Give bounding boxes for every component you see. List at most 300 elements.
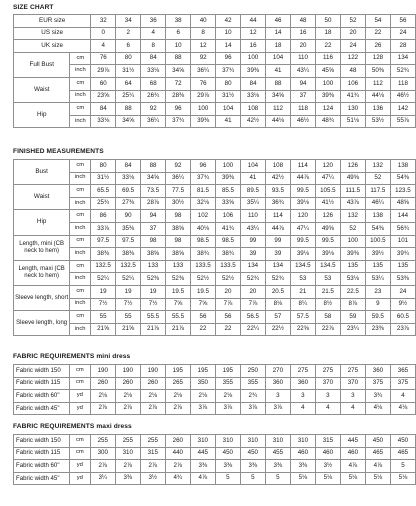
value-cell: 16: [291, 27, 316, 40]
value-cell: 3⅞: [240, 402, 265, 415]
value-cell: 92: [191, 52, 216, 65]
value-cell: 144: [390, 210, 415, 223]
value-cell: 275: [290, 365, 315, 378]
value-cell: 24: [390, 285, 415, 298]
finished-measurements-table: [13, 159, 416, 336]
value-cell: 53: [290, 273, 315, 286]
value-cell: 92: [166, 160, 191, 173]
value-cell: 68: [141, 77, 166, 90]
value-cell: 4: [91, 40, 116, 53]
value-cell: 39⅜: [316, 90, 341, 103]
value-cell: 5: [265, 472, 290, 485]
value-cell: 32: [91, 15, 116, 28]
value-cell: 2⅛: [190, 390, 215, 403]
unit-label: inch: [70, 65, 91, 78]
value-cell: 73.5: [141, 185, 166, 198]
value-cell: 120: [290, 210, 315, 223]
value-cell: 60.5: [390, 311, 415, 324]
value-cell: 2⅞: [115, 402, 140, 415]
value-cell: 310: [290, 435, 315, 448]
value-cell: 44⅛: [365, 90, 390, 103]
value-cell: 6: [166, 27, 191, 40]
value-cell: 99.5: [290, 185, 315, 198]
value-cell: 85.5: [215, 185, 240, 198]
table-row: [14, 447, 416, 460]
row-label: Length, mini (CB neck to hem): [14, 235, 70, 260]
row-label: Bust: [14, 160, 70, 185]
value-cell: 53½: [365, 115, 390, 128]
value-cell: 2⅞: [165, 460, 190, 473]
value-cell: 37: [291, 90, 316, 103]
table-row: [14, 365, 416, 378]
value-cell: 260: [140, 377, 165, 390]
value-cell: 36¼: [141, 115, 166, 128]
fabric-maxi-subheading: maxi dress: [94, 423, 132, 430]
value-cell: 55: [91, 311, 116, 324]
size-chart-table: [13, 14, 416, 128]
value-cell: 33⅝: [215, 197, 240, 210]
value-cell: 12: [191, 40, 216, 53]
value-cell: 41: [266, 65, 291, 78]
value-cell: 37¾: [166, 115, 191, 128]
value-cell: 36¼: [166, 172, 191, 185]
value-cell: 2⅛: [215, 390, 240, 403]
unit-label: cm: [70, 210, 91, 223]
unit-label: inch: [70, 172, 91, 185]
value-cell: 460: [340, 447, 365, 460]
unit-label: inch: [70, 115, 91, 128]
value-cell: 133: [141, 260, 166, 273]
value-cell: 55.5: [141, 311, 166, 324]
value-cell: 28: [390, 40, 415, 53]
value-cell: 96: [216, 52, 241, 65]
value-cell: 42: [216, 15, 241, 28]
value-cell: 54: [365, 15, 390, 28]
value-cell: 100: [340, 235, 365, 248]
unit-label: yd: [69, 390, 90, 403]
value-cell: 97.5: [116, 235, 141, 248]
value-cell: 3⅜: [215, 460, 240, 473]
value-cell: 16: [241, 40, 266, 53]
value-cell: 5: [215, 472, 240, 485]
value-cell: 133.5: [190, 260, 215, 273]
value-cell: 46½: [390, 90, 415, 103]
fabric-mini-subheading: mini dress: [94, 353, 131, 360]
unit-label: cm: [70, 77, 91, 90]
value-cell: 2⅞: [90, 402, 115, 415]
value-cell: 4¾: [165, 472, 190, 485]
value-cell: 310: [190, 435, 215, 448]
value-cell: 64: [116, 77, 141, 90]
value-cell: 22⅝: [290, 323, 315, 336]
value-cell: 20.5: [265, 285, 290, 298]
value-cell: 3½: [140, 472, 165, 485]
value-cell: 56: [215, 311, 240, 324]
value-cell: 80: [216, 77, 241, 90]
value-cell: 12: [241, 27, 266, 40]
value-cell: 94: [291, 77, 316, 90]
value-cell: 5⅛: [390, 472, 415, 485]
value-cell: 26¾: [141, 90, 166, 103]
value-cell: 310: [115, 447, 140, 460]
value-cell: 53: [315, 273, 340, 286]
value-cell: 60: [91, 77, 116, 90]
unit-label: cm: [70, 260, 91, 273]
value-cell: 46¼: [365, 197, 390, 210]
value-cell: 23⅝: [91, 90, 116, 103]
value-cell: 20: [240, 285, 265, 298]
value-cell: 270: [265, 365, 290, 378]
value-cell: 33⅞: [91, 222, 116, 235]
table-row: [14, 435, 416, 448]
value-cell: 34⅝: [141, 172, 166, 185]
value-cell: 3⅜: [265, 460, 290, 473]
value-cell: 46: [266, 15, 291, 28]
value-cell: 120: [315, 160, 340, 173]
value-cell: 118: [390, 77, 415, 90]
table-row: [14, 222, 416, 235]
value-cell: 300: [90, 447, 115, 460]
value-cell: 43¼: [291, 65, 316, 78]
value-cell: 89.5: [240, 185, 265, 198]
value-cell: 4: [390, 390, 415, 403]
value-cell: 112: [266, 103, 291, 116]
table-row: [14, 40, 416, 53]
unit-label: cm: [70, 285, 91, 298]
value-cell: 5⅛: [290, 472, 315, 485]
value-cell: 19.5: [190, 285, 215, 298]
value-cell: 38⅜: [116, 248, 141, 261]
value-cell: 98: [166, 235, 191, 248]
unit-label: yd: [69, 460, 90, 473]
value-cell: 0: [91, 27, 116, 40]
value-cell: 450: [390, 435, 415, 448]
value-cell: 104: [266, 52, 291, 65]
table-row: [14, 311, 416, 324]
value-cell: 31½: [216, 90, 241, 103]
value-cell: 142: [390, 103, 415, 116]
value-cell: 355: [215, 377, 240, 390]
value-cell: 92: [141, 103, 166, 116]
value-cell: 52: [340, 222, 365, 235]
value-cell: 375: [365, 377, 390, 390]
value-cell: 52¾: [240, 273, 265, 286]
value-cell: 98.5: [215, 235, 240, 248]
value-cell: 3: [265, 390, 290, 403]
value-cell: 22¼: [240, 323, 265, 336]
value-cell: 106: [340, 77, 365, 90]
value-cell: 47¼: [290, 222, 315, 235]
value-cell: 138: [365, 210, 390, 223]
value-cell: 52: [340, 15, 365, 28]
value-cell: 3½: [315, 460, 340, 473]
value-cell: 133.5: [215, 260, 240, 273]
value-cell: 3: [340, 390, 365, 403]
value-cell: 39⅜: [215, 172, 240, 185]
value-cell: 275: [315, 365, 340, 378]
value-cell: 48: [291, 15, 316, 28]
value-cell: 52⅜: [141, 273, 166, 286]
value-cell: 88: [116, 103, 141, 116]
row-label: Hip: [14, 210, 70, 235]
value-cell: 2⅛: [115, 390, 140, 403]
value-cell: 108: [265, 160, 290, 173]
value-cell: 4: [290, 402, 315, 415]
row-label: Length, maxi (CB neck to hem): [14, 260, 70, 285]
value-cell: 21⅞: [141, 323, 166, 336]
value-cell: 2⅞: [140, 460, 165, 473]
value-cell: 136: [365, 103, 390, 116]
value-cell: 28⅞: [141, 197, 166, 210]
value-cell: 19: [141, 285, 166, 298]
value-cell: 375: [390, 377, 415, 390]
value-cell: 98: [141, 235, 166, 248]
value-cell: 39: [265, 248, 290, 261]
value-cell: 49⅝: [315, 222, 340, 235]
row-label: Waist: [14, 185, 70, 210]
value-cell: 33⅛: [141, 65, 166, 78]
value-cell: 4⅞: [190, 472, 215, 485]
value-cell: 94: [141, 210, 166, 223]
value-cell: 130: [340, 103, 365, 116]
value-cell: 48: [340, 65, 365, 78]
value-cell: 111.5: [340, 185, 365, 198]
value-cell: 133: [166, 260, 191, 273]
value-cell: 39⅛: [315, 248, 340, 261]
value-cell: 100: [191, 103, 216, 116]
value-cell: 255: [90, 435, 115, 448]
value-cell: 128: [365, 52, 390, 65]
row-label: Waist: [14, 77, 70, 102]
value-cell: 84: [116, 160, 141, 173]
value-cell: 59: [340, 311, 365, 324]
value-cell: 22: [316, 40, 341, 53]
fabric-width-label: Fabric width 150: [14, 435, 70, 448]
table-row: [14, 210, 416, 223]
value-cell: 58: [315, 311, 340, 324]
value-cell: 18: [266, 40, 291, 53]
value-cell: 5: [240, 472, 265, 485]
value-cell: 7⅝: [190, 298, 215, 311]
value-cell: 8⅞: [340, 298, 365, 311]
value-cell: 14: [266, 27, 291, 40]
value-cell: 41: [216, 115, 241, 128]
fabric-maxi-table: [13, 434, 416, 485]
value-cell: 350: [190, 377, 215, 390]
fabric-width-label: Fabric width 115: [14, 447, 70, 460]
value-cell: 65.5: [91, 185, 116, 198]
value-cell: 124: [316, 103, 341, 116]
value-cell: 195: [215, 365, 240, 378]
value-cell: 104: [216, 103, 241, 116]
unit-label: cm: [70, 235, 91, 248]
table-row: [14, 260, 416, 273]
value-cell: 21.5: [315, 285, 340, 298]
value-cell: 135: [340, 260, 365, 273]
value-cell: 42½: [241, 115, 266, 128]
value-cell: 465: [365, 447, 390, 460]
value-cell: 360: [265, 377, 290, 390]
value-cell: 134: [390, 52, 415, 65]
value-cell: 365: [390, 365, 415, 378]
value-cell: 190: [90, 365, 115, 378]
value-cell: 260: [115, 377, 140, 390]
value-cell: 55.5: [166, 311, 191, 324]
value-cell: 40: [191, 15, 216, 28]
value-cell: 90: [116, 210, 141, 223]
value-cell: 39: [240, 248, 265, 261]
value-cell: 360: [365, 365, 390, 378]
value-cell: 98: [166, 210, 191, 223]
value-cell: 52¼: [116, 273, 141, 286]
value-cell: 41¾: [215, 222, 240, 235]
value-cell: 22½: [265, 323, 290, 336]
value-cell: 52¾: [390, 65, 415, 78]
value-cell: 100: [316, 77, 341, 90]
value-cell: 99: [265, 235, 290, 248]
value-cell: 465: [390, 447, 415, 460]
value-cell: 7⅝: [166, 298, 191, 311]
value-cell: 23¼: [340, 323, 365, 336]
table-row: [14, 235, 416, 248]
value-cell: 32⅛: [190, 197, 215, 210]
value-cell: 41¾: [340, 90, 365, 103]
unit-label: yd: [69, 472, 90, 485]
value-cell: 84: [241, 77, 266, 90]
value-cell: 360: [290, 377, 315, 390]
value-cell: 112: [365, 77, 390, 90]
value-cell: 88: [166, 52, 191, 65]
value-cell: 41: [240, 172, 265, 185]
value-cell: 23⅞: [390, 323, 415, 336]
value-cell: 2⅛: [165, 390, 190, 403]
table-row: [14, 197, 416, 210]
value-cell: 52½: [215, 273, 240, 286]
value-cell: 5⅛: [340, 472, 365, 485]
unit-label: cm: [69, 435, 90, 448]
value-cell: 100: [241, 52, 266, 65]
value-cell: 84: [91, 103, 116, 116]
value-cell: 27⅜: [116, 197, 141, 210]
value-cell: 30½: [166, 197, 191, 210]
value-cell: 370: [340, 377, 365, 390]
unit-label: cm: [70, 160, 91, 173]
table-row: [14, 460, 416, 473]
table-row: [14, 377, 416, 390]
table-row: [14, 248, 416, 261]
value-cell: 37: [141, 222, 166, 235]
value-cell: 57.5: [290, 311, 315, 324]
value-cell: 24: [390, 27, 415, 40]
unit-label: inch: [70, 222, 91, 235]
value-cell: 132: [365, 160, 390, 173]
value-cell: 22: [215, 323, 240, 336]
value-cell: 310: [265, 435, 290, 448]
value-cell: 44⅞: [290, 172, 315, 185]
fabric-width-label: Fabric width 115: [14, 377, 70, 390]
value-cell: 132.5: [91, 260, 116, 273]
table-row: [14, 90, 416, 103]
row-label: UK size: [14, 40, 91, 53]
value-cell: 3⅞: [265, 402, 290, 415]
value-cell: 53¼: [365, 273, 390, 286]
value-cell: 126: [340, 160, 365, 173]
value-cell: 190: [140, 365, 165, 378]
value-cell: 8½: [315, 298, 340, 311]
value-cell: 7½: [141, 298, 166, 311]
value-cell: 99: [240, 235, 265, 248]
value-cell: 135: [365, 260, 390, 273]
row-label: Hip: [14, 103, 70, 128]
value-cell: 255: [115, 435, 140, 448]
value-cell: 9½: [390, 298, 415, 311]
value-cell: 47¼: [315, 172, 340, 185]
table-row: [14, 472, 416, 485]
value-cell: 20: [215, 285, 240, 298]
table-row: [14, 172, 416, 185]
value-cell: 3⅜: [240, 460, 265, 473]
value-cell: 53⅜: [390, 273, 415, 286]
value-cell: 50⅜: [365, 65, 390, 78]
value-cell: 6: [116, 40, 141, 53]
value-cell: 450: [215, 447, 240, 460]
value-cell: 460: [290, 447, 315, 460]
value-cell: 80: [91, 160, 116, 173]
table-row: [14, 52, 416, 65]
value-cell: 4: [315, 402, 340, 415]
value-cell: 38: [166, 15, 191, 28]
value-cell: 44⅞: [265, 222, 290, 235]
value-cell: 52¼: [91, 273, 116, 286]
table-row: [14, 115, 416, 128]
value-cell: 355: [240, 377, 265, 390]
value-cell: 21: [290, 285, 315, 298]
table-row: [14, 298, 416, 311]
value-cell: 52: [365, 172, 390, 185]
row-label: Sleeve length, long: [14, 311, 70, 336]
value-cell: 43¼: [240, 222, 265, 235]
value-cell: 135: [390, 260, 415, 273]
unit-label: cm: [70, 311, 91, 324]
value-cell: 35¼: [240, 197, 265, 210]
value-cell: 39⅜: [340, 248, 365, 261]
value-cell: 10: [216, 27, 241, 40]
value-cell: 3: [290, 390, 315, 403]
value-cell: 460: [315, 447, 340, 460]
value-cell: 132.5: [116, 260, 141, 273]
value-cell: 100.5: [365, 235, 390, 248]
value-cell: 255: [140, 435, 165, 448]
value-cell: 8¼: [290, 298, 315, 311]
unit-label: cm: [69, 365, 90, 378]
value-cell: 8⅛: [265, 298, 290, 311]
value-cell: 33⅛: [116, 172, 141, 185]
value-cell: 2¾: [240, 390, 265, 403]
fabric-maxi-title: [13, 424, 132, 431]
value-cell: 33⅛: [241, 90, 266, 103]
table-row: [14, 15, 416, 28]
table-row: [14, 103, 416, 116]
value-cell: 114: [290, 160, 315, 173]
value-cell: 38⅝: [166, 222, 191, 235]
value-cell: 36¼: [191, 65, 216, 78]
value-cell: 29⅞: [91, 65, 116, 78]
unit-label: inch: [70, 197, 91, 210]
value-cell: 55⅞: [390, 115, 415, 128]
unit-label: inch: [70, 248, 91, 261]
value-cell: 98.5: [190, 235, 215, 248]
value-cell: 118: [291, 103, 316, 116]
